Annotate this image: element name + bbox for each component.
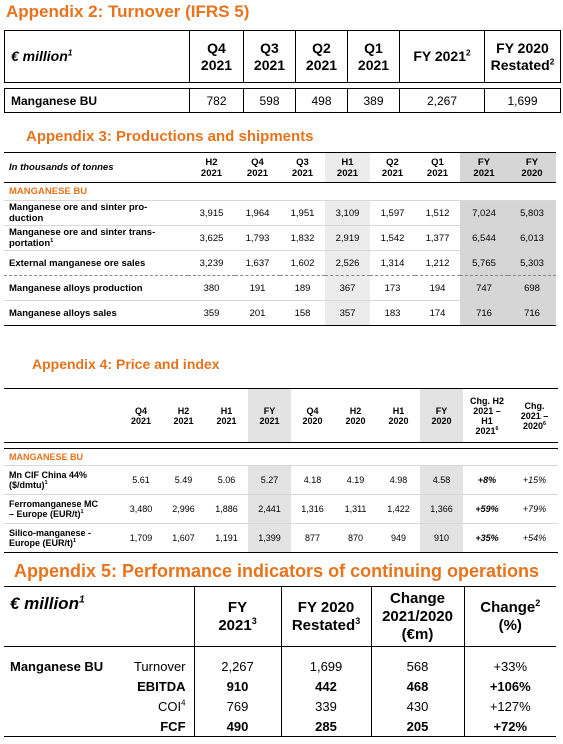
cell: 1,951 — [280, 201, 325, 226]
cell: 3,109 — [325, 201, 370, 226]
cell: 747 — [460, 276, 508, 301]
cell: 5,765 — [460, 251, 508, 276]
col-header: Q4 2021 — [235, 153, 280, 183]
cell: 5.49 — [162, 466, 205, 495]
col-header: Chg. 2021 – 2020$^6$ — [511, 389, 558, 443]
cell: 1,699 — [281, 657, 371, 677]
cell: 1,699 — [485, 89, 561, 113]
cell: 769 — [194, 697, 281, 717]
cell: 2,267 — [194, 657, 281, 677]
table-row — [5, 89, 561, 113]
cell: 949 — [377, 524, 420, 553]
cell: 201 — [235, 301, 280, 326]
appendix2-title: Appendix 2: Turnover (IFRS 5) — [6, 2, 250, 21]
indicator-label: EBITDA — [122, 677, 194, 697]
col-header: FY 2020 — [420, 389, 463, 443]
cell: 1,377 — [415, 226, 460, 251]
section-header: MANGANESE BU — [4, 183, 556, 201]
price-header-row — [4, 389, 558, 443]
cell: +15% — [511, 466, 558, 495]
indicator-label: Turnover — [122, 657, 194, 677]
cell: +35% — [463, 524, 511, 553]
col-header: H1 2021 — [325, 153, 370, 183]
table-row — [4, 251, 556, 276]
cell: 1,832 — [280, 226, 325, 251]
cell: 5.06 — [205, 466, 248, 495]
cell: 2,996 — [162, 495, 205, 524]
cell: 1,602 — [280, 251, 325, 276]
table-row — [4, 276, 556, 301]
cell: 158 — [280, 301, 325, 326]
turnover-header-row — [5, 31, 561, 83]
price-index-table — [4, 388, 558, 553]
col-header: FY 2020 Restated$^2$ — [485, 31, 561, 83]
cell: +8% — [463, 466, 511, 495]
col-header: Q3 2021 — [280, 153, 325, 183]
cell: 4.58 — [420, 466, 463, 495]
row-label: Silico-manganese - Europe $(EUR/t)^1$ — [4, 524, 120, 553]
cell: 183 — [370, 301, 415, 326]
indicator-label: COI$^4$ — [122, 697, 194, 717]
cell: 5.61 — [120, 466, 162, 495]
col-header: FY 2020 Restated$^3$ — [281, 587, 371, 647]
cell: 3,625 — [188, 226, 235, 251]
col-header: Q4 2020 — [291, 389, 334, 443]
turnover-table — [4, 30, 561, 113]
appendix4-title: Appendix 4: Price and index — [32, 356, 220, 372]
cell: +79% — [511, 495, 558, 524]
row-label: Manganese BU — [5, 89, 190, 113]
section-header: MANGANESE BU — [4, 449, 558, 466]
cell: 1,886 — [205, 495, 248, 524]
cell: 498 — [296, 89, 348, 113]
blank-header — [4, 389, 120, 443]
cell: 1,709 — [120, 524, 162, 553]
row-label: Manganese ore and sinter pro- duction — [4, 201, 188, 226]
cell: 189 — [280, 276, 325, 301]
cell: 6,013 — [508, 226, 556, 251]
unit-label: € million$^1$ — [5, 31, 190, 83]
table-row — [4, 717, 556, 737]
col-header: Q2 2021 — [370, 153, 415, 183]
cell: 716 — [460, 301, 508, 326]
cell: 1,512 — [415, 201, 460, 226]
cell: 1,964 — [235, 201, 280, 226]
cell: 3,480 — [120, 495, 162, 524]
table-row — [4, 657, 556, 677]
cell: 910 — [194, 677, 281, 697]
performance-table — [4, 586, 556, 737]
table-row — [4, 697, 556, 717]
row-label: Manganese ore and sinter trans- portation$^1$ — [4, 226, 188, 251]
cell: 389 — [348, 89, 400, 113]
col-header: Q2 2021 — [296, 31, 348, 83]
cell: 568 — [371, 657, 464, 677]
cell: 1,212 — [415, 251, 460, 276]
cell: 1,793 — [235, 226, 280, 251]
table-row — [4, 524, 558, 553]
col-header: Q4 2021 — [120, 389, 162, 443]
cell: 1,316 — [291, 495, 334, 524]
table-row — [4, 495, 558, 524]
cell: 367 — [325, 276, 370, 301]
cell: 380 — [188, 276, 235, 301]
col-header: Chg. H2 2021 – H1 2021$^6$ — [463, 389, 511, 443]
cell: 191 — [235, 276, 280, 301]
cell: 173 — [370, 276, 415, 301]
col-header: FY 2021$^3$ — [194, 587, 281, 647]
business-unit-label: Manganese BU — [10, 659, 104, 674]
productions-table — [4, 152, 556, 326]
col-header: H1 2021 — [205, 389, 248, 443]
cell: 7,024 — [460, 201, 508, 226]
col-header: Q1 2021 — [348, 31, 400, 83]
cell: 5.27 — [248, 466, 291, 495]
cell: +127% — [489, 699, 531, 714]
row-label: Ferromanganese MC – Europe $(EUR/t)^1$ — [4, 495, 120, 524]
cell: 1,314 — [370, 251, 415, 276]
cell: 1,366 — [420, 495, 463, 524]
table-row — [4, 201, 556, 226]
cell: +106% — [489, 679, 531, 694]
col-header: H2 2020 — [334, 389, 377, 443]
cell: 174 — [415, 301, 460, 326]
cell: 2,919 — [325, 226, 370, 251]
cell: 1,607 — [162, 524, 205, 553]
cell: 1,191 — [205, 524, 248, 553]
row-label: Mn CIF China 44% ($/dmtu)$^1$ — [4, 466, 120, 495]
cell: 490 — [194, 717, 281, 737]
cell: 598 — [244, 89, 296, 113]
cell: 4.98 — [377, 466, 420, 495]
cell: 2,441 — [248, 495, 291, 524]
cell: 1,597 — [370, 201, 415, 226]
cell: 4.19 — [334, 466, 377, 495]
col-header: Q3 2021 — [244, 31, 296, 83]
cell: 1,542 — [370, 226, 415, 251]
col-header: H1 2020 — [377, 389, 420, 443]
col-header: H2 2021 — [188, 153, 235, 183]
cell: 285 — [281, 717, 371, 737]
cell: +59% — [463, 495, 511, 524]
unit-label: € million$^1$ — [4, 587, 194, 647]
cell: 1,311 — [334, 495, 377, 524]
cell: 205 — [371, 717, 464, 737]
cell: 782 — [190, 89, 244, 113]
cell: 5,303 — [508, 251, 556, 276]
col-header: Change 2021/2020 (€m) — [371, 587, 464, 647]
cell: 1,637 — [235, 251, 280, 276]
cell: 910 — [420, 524, 463, 553]
cell: 698 — [508, 276, 556, 301]
col-header: FY 2020 — [508, 153, 556, 183]
cell: 442 — [281, 677, 371, 697]
table-row — [4, 301, 556, 326]
productions-header-row — [4, 153, 556, 183]
row-label: Manganese alloys production — [4, 276, 188, 301]
col-header: Q4 2021 — [190, 31, 244, 83]
table-row — [4, 466, 558, 495]
col-header: FY 2021 — [248, 389, 291, 443]
cell: 359 — [188, 301, 235, 326]
row-label: External manganese ore sales — [4, 251, 188, 276]
cell: 5,803 — [508, 201, 556, 226]
cell: 870 — [334, 524, 377, 553]
cell: 6,544 — [460, 226, 508, 251]
cell: 194 — [415, 276, 460, 301]
cell: +33% — [493, 659, 528, 674]
cell: 877 — [291, 524, 334, 553]
cell: +54% — [511, 524, 558, 553]
unit-label: In thousands of tonnes — [4, 153, 188, 183]
cell: 2,526 — [325, 251, 370, 276]
cell: 430 — [371, 697, 464, 717]
appendix3-title: Appendix 3: Productions and shipments — [26, 128, 314, 145]
cell: 468 — [371, 677, 464, 697]
col-header: Q1 2021 — [415, 153, 460, 183]
cell: 1,399 — [248, 524, 291, 553]
cell: 339 — [281, 697, 371, 717]
col-header: H2 2021 — [162, 389, 205, 443]
col-header: FY 2021$^2$ — [400, 31, 485, 83]
cell: 4.18 — [291, 466, 334, 495]
table-row — [4, 226, 556, 251]
row-label: Manganese alloys sales — [4, 301, 188, 326]
col-header: FY 2021 — [460, 153, 508, 183]
cell: 3,915 — [188, 201, 235, 226]
cell: 357 — [325, 301, 370, 326]
performance-header-row — [4, 587, 556, 647]
indicator-label: FCF — [122, 717, 194, 737]
cell: 3,239 — [188, 251, 235, 276]
table-row — [4, 677, 556, 697]
appendix5-title: Appendix 5: Performance indicators of continuing operations — [14, 561, 540, 581]
cell: 1,422 — [377, 495, 420, 524]
cell: +72% — [464, 717, 556, 737]
col-header: Change$^2$ (%) — [464, 587, 556, 647]
cell: 716 — [508, 301, 556, 326]
cell: 2,267 — [400, 89, 485, 113]
